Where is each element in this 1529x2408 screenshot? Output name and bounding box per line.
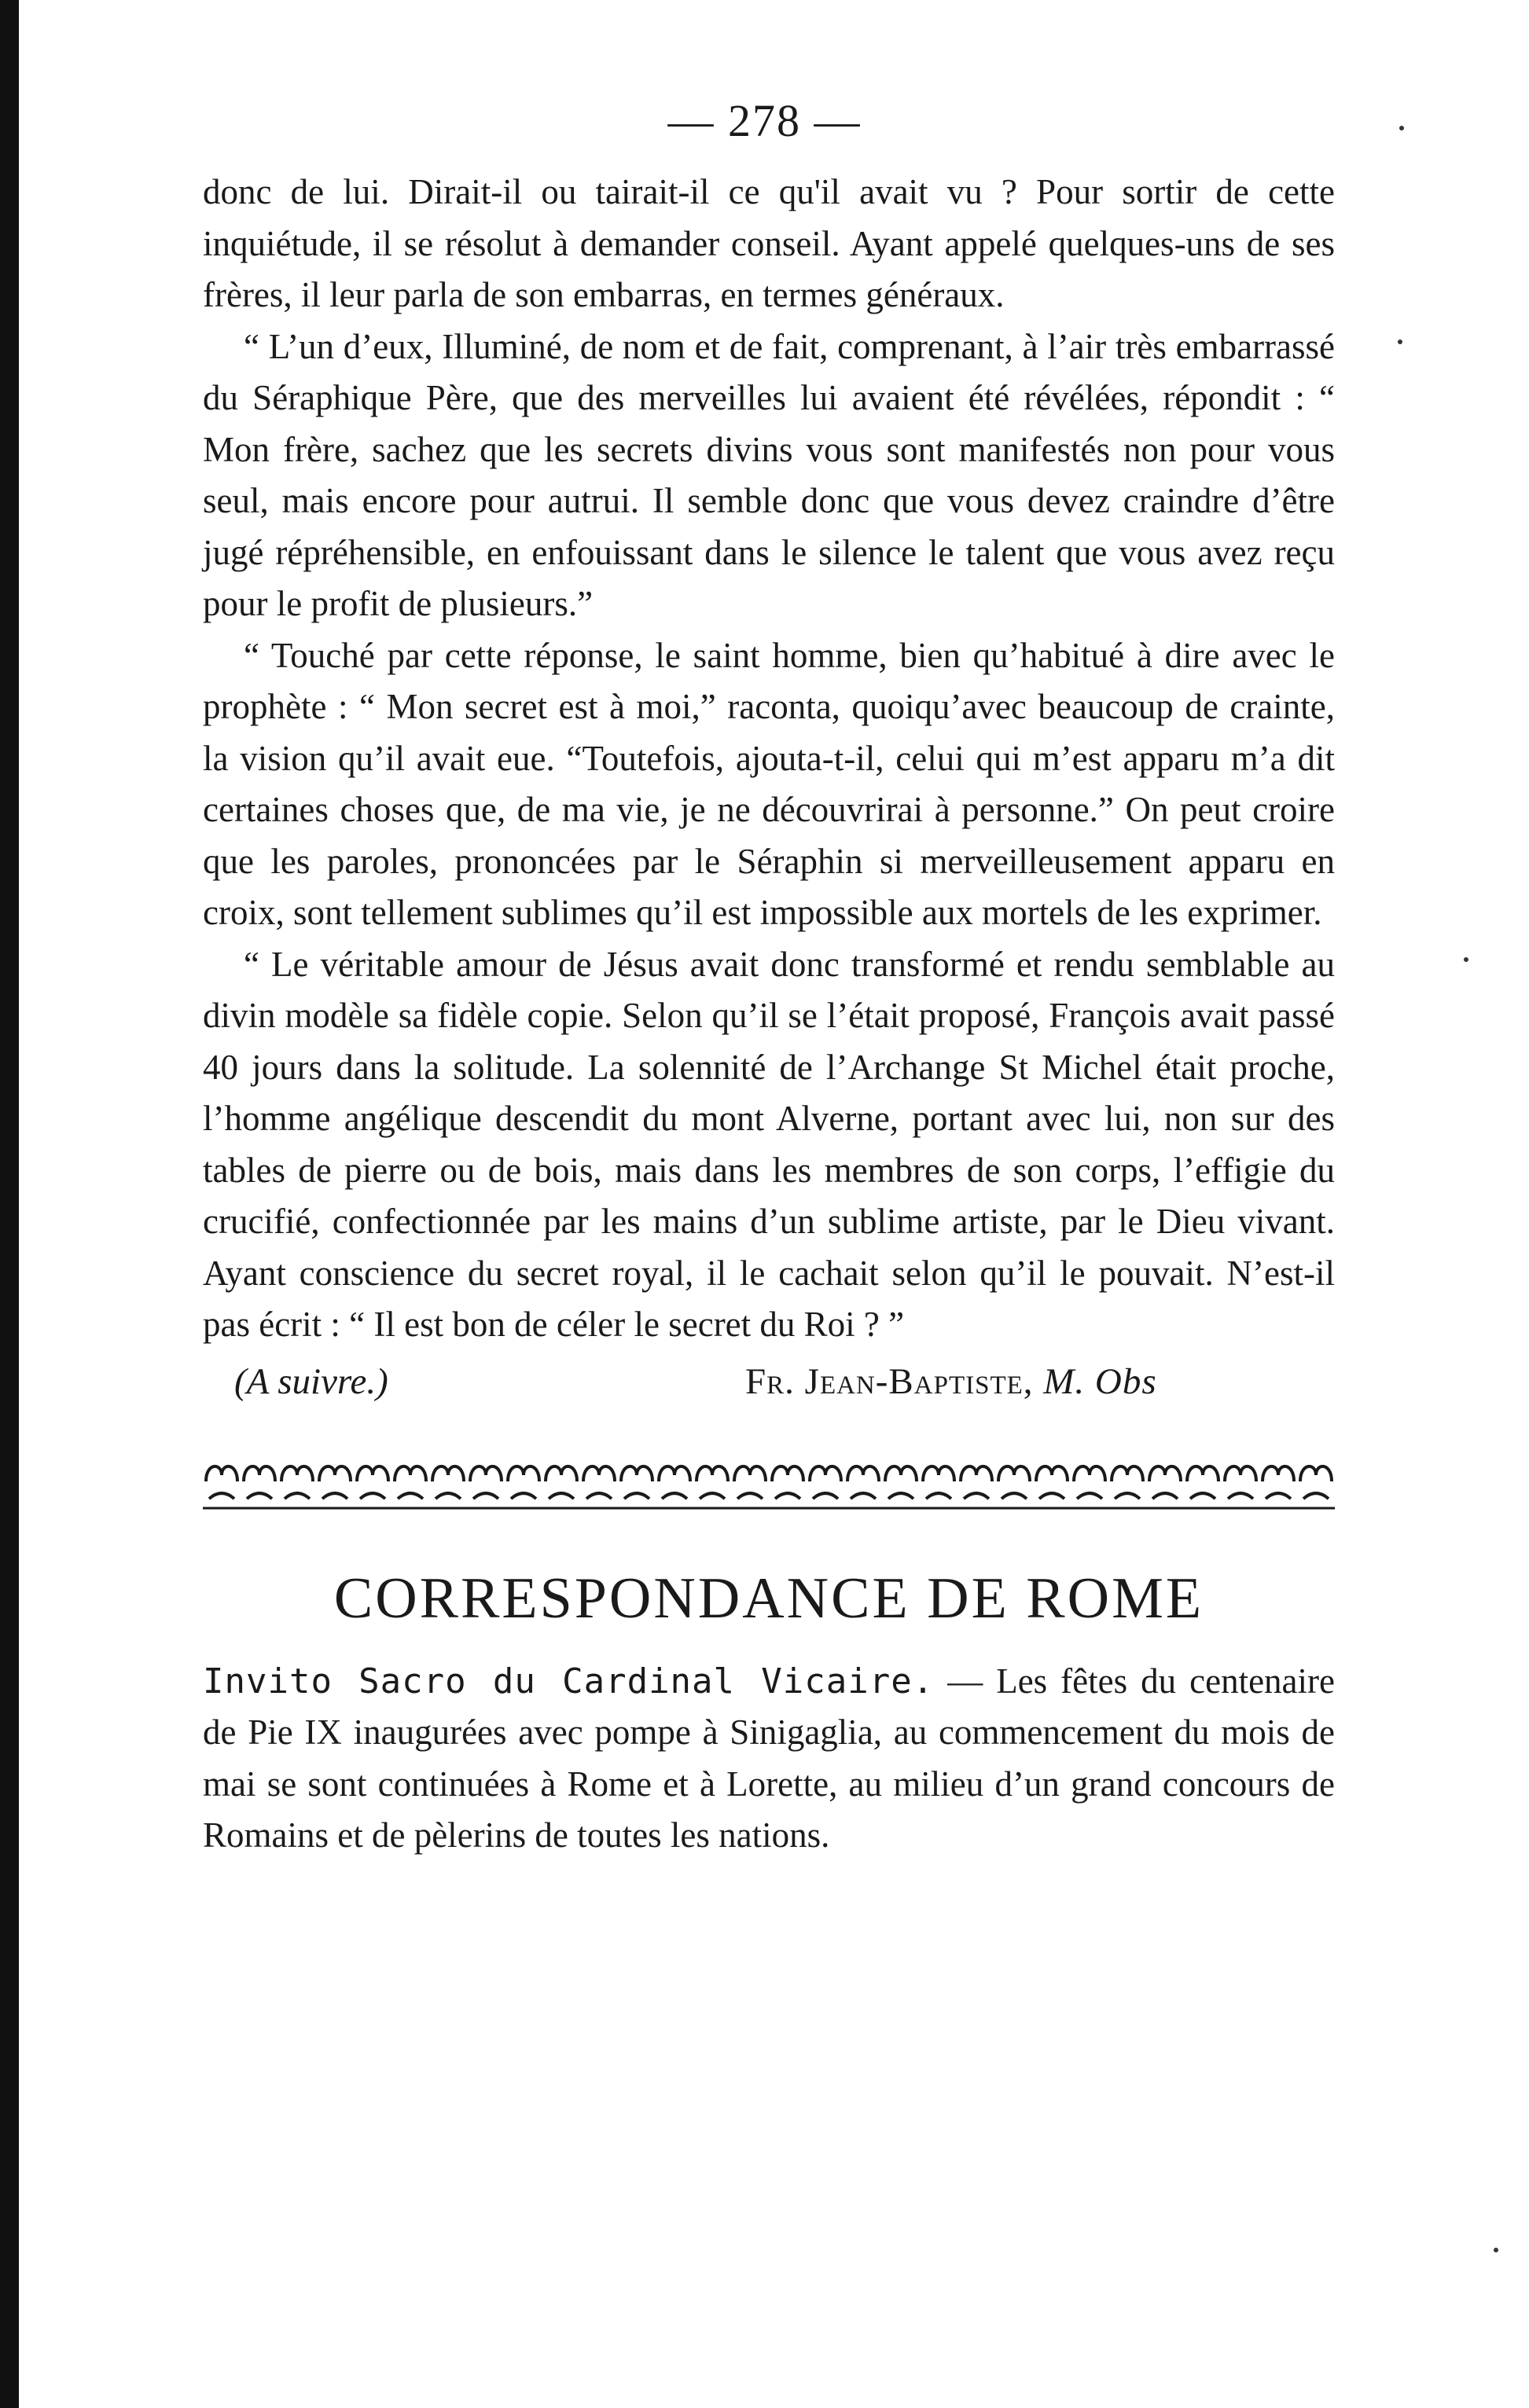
ornament-loop xyxy=(961,1466,992,1481)
ornament-wave xyxy=(926,1493,951,1499)
margin-speck xyxy=(1398,340,1402,344)
margin-speck xyxy=(1464,957,1468,962)
paragraph: “ Touché par cette réponse, le saint homme, bien qu’habitué à dire avec le prophète : “ Mon secret est à moi,” raconta, quoiqu’avec beaucoup de crainte, la vision qu’il avait eue. “Toutefois, ajouta-t-il, celui qui m’est apparu m’a dit certaines choses que, de ma vie, je ne découvrirai à personne.” On peut croire que les paroles, prononcées par le Séraphin si merveilleusement apparu en croix, sont tellement sublimes qu’il est impossible aux mortels de les exprimer. xyxy=(203,635,1335,932)
ornament-wave xyxy=(888,1493,913,1499)
ornament-wave xyxy=(1266,1493,1291,1499)
ornament-loop xyxy=(281,1466,313,1481)
ornament-wave xyxy=(737,1493,763,1499)
ornament-wave xyxy=(1115,1493,1140,1499)
ornament-loop xyxy=(244,1466,275,1481)
ornament-loop xyxy=(546,1466,577,1481)
ornament-wave xyxy=(549,1493,574,1499)
section-lead-title: Invito Sacro du Cardinal Vicaire. xyxy=(203,1661,935,1701)
ornament-wave xyxy=(813,1493,838,1499)
to-be-continued-note: (A suivre.) xyxy=(234,1360,388,1402)
ornament-wave xyxy=(511,1493,536,1499)
ornament-loop xyxy=(1187,1466,1218,1481)
ornament-loop xyxy=(1149,1466,1181,1481)
ornament-wave xyxy=(247,1493,272,1499)
ornament-loop xyxy=(998,1466,1030,1481)
ornament-wave xyxy=(586,1493,612,1499)
page-number: — 278 — xyxy=(667,95,862,146)
ornament-loop xyxy=(432,1466,464,1481)
ornament-wave xyxy=(1303,1493,1329,1499)
ornament-loop xyxy=(508,1466,539,1481)
author-title: Fr. xyxy=(745,1360,795,1402)
ornament-loop xyxy=(885,1466,917,1481)
ornament-loop xyxy=(1036,1466,1068,1481)
paragraph: “ Le véritable amour de Jésus avait donc transformé et rendu semblable au divin modèle sa fidèle copie. Selon qu’il se l’était proposé, François avait passé 40 jours dans la solitude. La solennité de l’Archange St Michel était proche, l’homme angélique descendit du mont Alverne, portant avec lui, non sur des tables de pierre ou de bois, mais dans les membres de son corps, l’effigie du crucifié, confectionnée par les mains d’un sublime artiste, par le Dieu vivant. Ayant conscience du secret royal, il le cachait selon qu’il le pouvait. N’est-il pas écrit : “ Il est bon de céler le secret du Roi ? ” xyxy=(203,944,1335,1344)
ornament-wave xyxy=(1002,1493,1027,1499)
ornament-wave xyxy=(1039,1493,1064,1499)
margin-speck xyxy=(1494,2248,1498,2252)
ornament-loop xyxy=(697,1466,728,1481)
ornament-loop xyxy=(1112,1466,1143,1481)
ornament-wave xyxy=(360,1493,385,1499)
ornament-loop xyxy=(206,1466,237,1481)
ornament-loop xyxy=(810,1466,841,1481)
ornament-wave xyxy=(1228,1493,1253,1499)
section-body-text: — Les fêtes du centenaire de Pie IX inaugurées avec pompe à Sinigaglia, au commencement du mois de mai se sont continuées à Rome et à Lorette, au milieu d’un grand concours de Romains et de pèlerins de toutes les nations. xyxy=(203,1661,1335,1855)
ornament-loop xyxy=(847,1466,879,1481)
ornament-loop xyxy=(1263,1466,1294,1481)
section-title: CORRESPONDANCE DE ROME xyxy=(333,1566,1204,1631)
ornament-loop xyxy=(659,1466,690,1481)
author-order: M. Obs xyxy=(1043,1360,1157,1402)
ornament-loop xyxy=(1074,1466,1105,1481)
decorative-border-ornament xyxy=(203,1458,1335,1513)
ornament-wave xyxy=(624,1493,649,1499)
ornament-loop xyxy=(1300,1466,1332,1481)
ornament-loop xyxy=(470,1466,502,1481)
author-name: Jean-Baptiste, xyxy=(804,1360,1034,1402)
ornament-loop xyxy=(395,1466,426,1481)
section-paragraph xyxy=(203,1656,1335,1862)
paragraph: donc de lui. Dirait-il ou tairait-il ce qu'il avait vu ? Pour sortir de cette inquiétude, il se résolut à demander conseil. Ayant appelé quelques-uns de ses frères, il leur parla de son embarras, en termes généraux. xyxy=(203,172,1335,314)
ornament-wave xyxy=(1152,1493,1178,1499)
ornament-wave xyxy=(285,1493,310,1499)
ornament-loop xyxy=(319,1466,351,1481)
ornament-loop xyxy=(357,1466,388,1481)
ornament-wave xyxy=(322,1493,347,1499)
page-content xyxy=(203,167,1335,1862)
signature-line xyxy=(203,1360,1335,1417)
ornament-loop xyxy=(923,1466,954,1481)
ornament-loop xyxy=(583,1466,615,1481)
paragraph: “ L’un d’eux, Illuminé, de nom et de fait, comprenant, à l’air très embarrassé du Séraphique Père, que des merveilles lui avaient été révélées, répondit : “ Mon frère, sachez que les secrets divins vous sont manifestés non pour vous seul, mais encore pour autrui. Il semble donc que vous devez craindre d’être jugé répréhensible, en enfouissant dans le silence le talent que vous avez reçu pour le profit de plusieurs.” xyxy=(203,326,1335,623)
ornament-wave xyxy=(662,1493,687,1499)
ornament-loop xyxy=(734,1466,766,1481)
margin-speck xyxy=(1399,126,1404,130)
ornament-wave xyxy=(775,1493,800,1499)
ornament-loop xyxy=(1225,1466,1256,1481)
ornament-wave xyxy=(398,1493,423,1499)
ornament-wave xyxy=(436,1493,461,1499)
ornament-loop xyxy=(772,1466,803,1481)
ornament-wave xyxy=(1190,1493,1215,1499)
ornament-wave xyxy=(700,1493,725,1499)
author-signature xyxy=(745,1360,1157,1403)
ornament-wave xyxy=(1077,1493,1102,1499)
ornament-wave xyxy=(473,1493,498,1499)
ornament-wave xyxy=(209,1493,234,1499)
ornament-wave xyxy=(851,1493,876,1499)
ornament-loop xyxy=(621,1466,652,1481)
page-binding-edge xyxy=(0,0,19,2408)
ornament-wave xyxy=(964,1493,989,1499)
